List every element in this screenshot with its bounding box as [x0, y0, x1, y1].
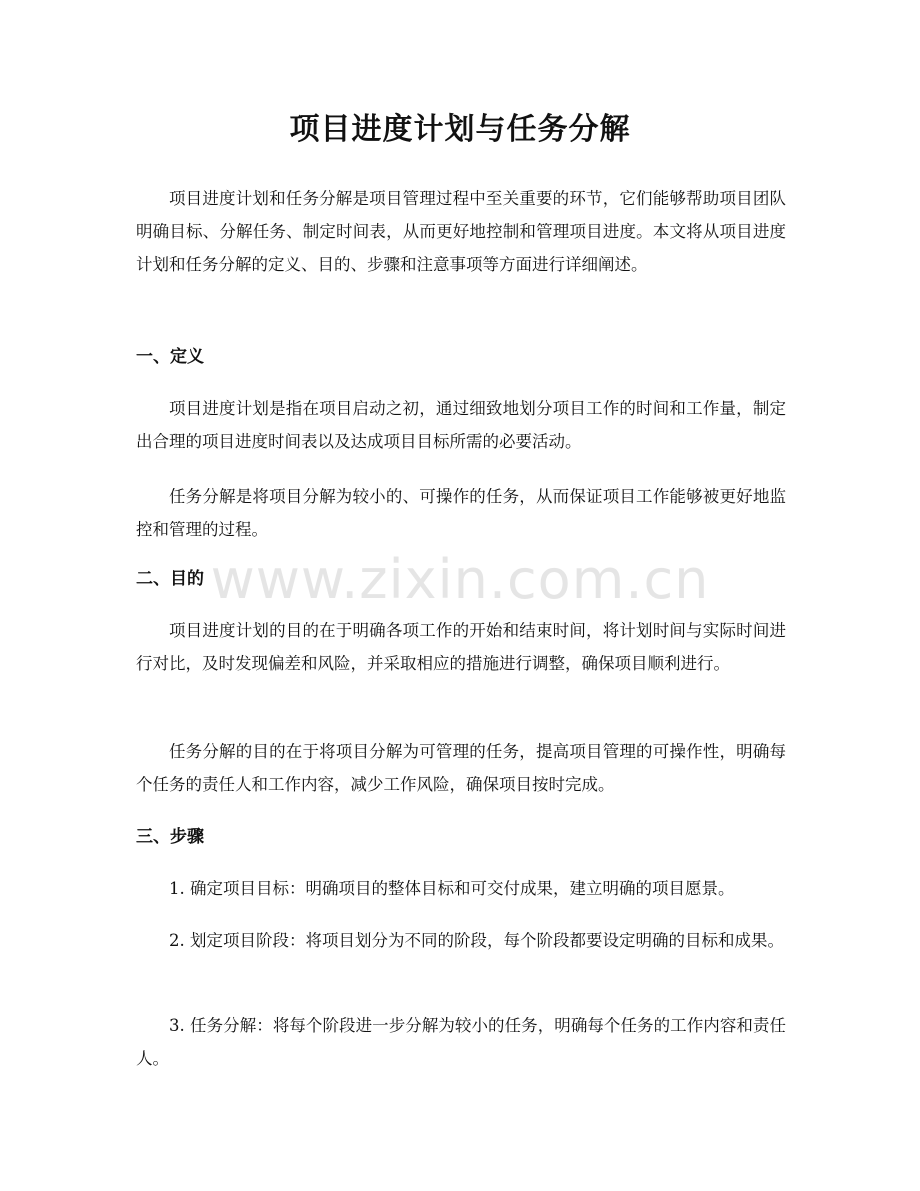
- document-title: 项目进度计划与任务分解: [289, 112, 631, 147]
- step-item-2: 2. 划定项目阶段：将项目划分为不同的阶段，每个阶段都要设定明确的目标和成果。: [169, 931, 784, 950]
- definition-paragraph-1: 项目进度计划是指在项目启动之初，通过细致地划分项目工作的时间和工作量，制定出合理的项目进度时间表以及达成项目目标所需的必要活动。: [136, 399, 786, 451]
- intro-paragraph: 项目进度计划和任务分解是项目管理过程中至关重要的环节，它们能够帮助项目团队明确目标、分解任务、制定时间表，从而更好地控制和管理项目进度。本文将从项目进度计划和任务分解的定义、目的、步骤和注意事项等方面进行详细阐述。: [136, 189, 786, 274]
- purpose-paragraph-1: 项目进度计划的目的在于明确各项工作的开始和结束时间，将计划时间与实际时间进行对比，及时发现偏差和风险，并采取相应的措施进行调整，确保项目顺利进行。: [136, 621, 786, 673]
- watermark: www.zixin.com.cn: [210, 548, 710, 611]
- section-heading-purpose: 二、目的: [136, 569, 204, 589]
- purpose-paragraph-2: 任务分解的目的在于将项目分解为可管理的任务，提高项目管理的可操作性，明确每个任务的责任人和工作内容，减少工作风险，确保项目按时完成。: [136, 742, 786, 794]
- section-heading-steps: 三、步骤: [136, 827, 204, 847]
- definition-paragraph-2: 任务分解是将项目分解为较小的、可操作的任务，从而保证项目工作能够被更好地监控和管理的过程。: [136, 487, 786, 539]
- step-item-3: 3. 任务分解：将每个阶段进一步分解为较小的任务，明确每个任务的工作内容和责任人。: [136, 1016, 786, 1068]
- section-heading-definition: 一、定义: [136, 347, 204, 367]
- step-item-1: 1. 确定项目目标：明确项目的整体目标和可交付成果，建立明确的项目愿景。: [169, 879, 735, 898]
